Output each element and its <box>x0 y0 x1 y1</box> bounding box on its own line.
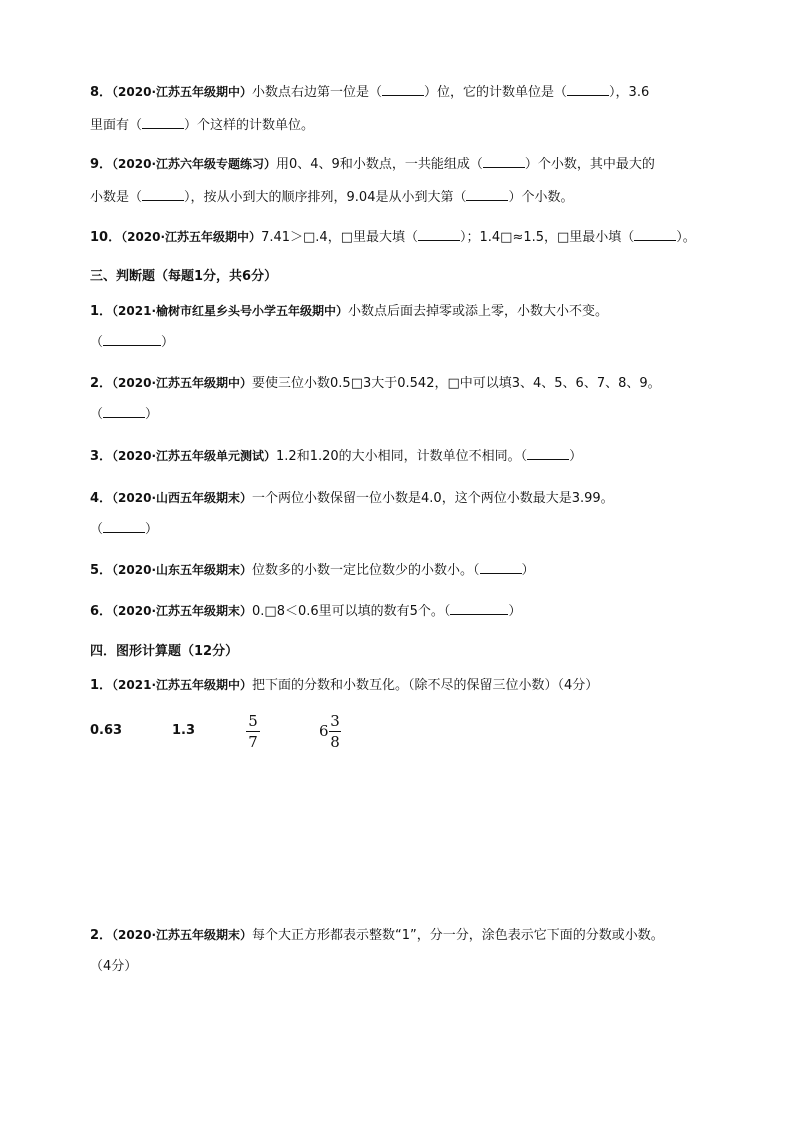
answer-blank[interactable] <box>142 116 184 129</box>
question-number: 1． <box>90 304 113 319</box>
question-text: 小数点后面去掉零或添上零，小数大小不变。 <box>348 304 609 319</box>
fraction-numerator: 3 <box>330 712 340 730</box>
question-number: 6． <box>90 604 113 619</box>
calc-question-2-score: （4分） <box>90 959 138 974</box>
judge-question-3: 3．（2020·江苏五年级单元测试）1.2和1.20的大小相同，计数单位不相同。（ ） <box>90 449 583 464</box>
section-3-heading: 三、判断题（每题1分，共6分） <box>90 269 278 284</box>
fraction-bar <box>246 731 260 732</box>
question-number: 3． <box>90 449 113 464</box>
question-source: （2020·江苏五年级期中） <box>112 85 253 99</box>
judge-answer-2: （ ） <box>90 407 159 422</box>
answer-blank[interactable] <box>466 188 508 201</box>
question-text: ），3.6 <box>609 85 650 100</box>
fraction-bar <box>329 731 341 732</box>
fraction-5-7 <box>246 712 260 751</box>
question-text: 1.2和1.20的大小相同，计数单位不相同。（ <box>276 449 528 464</box>
question-source: （2021·榆树市红星乡头号小学五年级期中） <box>112 304 349 318</box>
question-text: ）个小数。 <box>508 190 574 205</box>
fraction-3-8 <box>329 712 341 751</box>
question-9-line-1 <box>90 155 655 174</box>
question-text: 每个大正方形都表示整数“1”，分一分，涂色表示它下面的分数或小数。 <box>252 928 664 943</box>
judge-question-5: 5．（2020·山东五年级期末）位数多的小数一定比位数少的小数小。（ ） <box>90 563 535 578</box>
fraction-denominator: 7 <box>248 733 258 751</box>
fraction-denominator: 8 <box>330 733 340 751</box>
question-text: 一个两位小数保留一位小数是4.0，这个两位小数最大是3.99。 <box>252 491 614 506</box>
question-number: 2． <box>90 376 113 391</box>
question-number: 8． <box>90 85 113 100</box>
judge-answer-4: （ ） <box>90 522 159 537</box>
question-source: （2020·江苏五年级期中） <box>121 230 262 244</box>
question-text: 7.41＞□.4，□里最大填（ <box>261 230 418 245</box>
question-source: （2020·江苏五年级单元测试） <box>112 449 277 463</box>
answer-blank[interactable] <box>103 333 161 346</box>
answer-blank[interactable] <box>527 447 569 460</box>
mixed-number-whole: 6 <box>319 722 329 740</box>
question-source: （2020·江苏六年级专题练习） <box>112 157 277 171</box>
question-number: 2． <box>90 928 113 943</box>
answer-blank[interactable] <box>142 188 184 201</box>
question-10 <box>90 228 696 247</box>
section-4-heading: 四．图形计算题（12分） <box>90 644 239 659</box>
question-source: （2020·山西五年级期末） <box>112 491 253 505</box>
question-8-line-1 <box>90 83 649 102</box>
question-text: ）；1.4□≈1.5，□里最小填（ <box>459 230 635 245</box>
answer-blank[interactable] <box>567 83 609 96</box>
question-source: （2021·江苏五年级期中） <box>112 678 253 692</box>
question-number: 4． <box>90 491 113 506</box>
question-text: ）位，它的计数单位是（ <box>424 85 568 100</box>
question-8-line-2 <box>90 116 314 135</box>
question-number: 9． <box>90 157 113 172</box>
question-text: 0.□8＜0.6里可以填的数有5个。（ <box>252 604 451 619</box>
answer-blank[interactable] <box>634 228 676 241</box>
question-source: （2020·江苏五年级期中） <box>112 376 253 390</box>
answer-blank[interactable] <box>103 405 145 418</box>
question-text: ），按从小到大的顺序排列，9.04是从小到大第（ <box>184 190 467 205</box>
judge-answer-1: （ ） <box>90 335 175 350</box>
answer-blank[interactable] <box>483 155 525 168</box>
judge-question-1 <box>90 302 608 321</box>
question-text: 要使三位小数0.5□3大于0.542，□中可以填3、4、5、6、7、8、9。 <box>252 376 661 391</box>
question-text: 把下面的分数和小数互化。（除不尽的保留三位小数）（4分） <box>252 678 599 693</box>
question-text: 里面有（ <box>90 118 143 133</box>
question-source: （2020·江苏五年级期末） <box>112 604 253 618</box>
judge-question-4 <box>90 489 614 508</box>
answer-blank[interactable] <box>450 602 508 615</box>
question-text: 用0、4、9和小数点，一共能组成（ <box>276 157 483 172</box>
question-text: ）个这样的计数单位。 <box>184 118 315 133</box>
question-text: 小数是（ <box>90 190 143 205</box>
calc-question-2 <box>90 926 664 945</box>
question-9-line-2 <box>90 188 573 207</box>
fraction-numerator: 5 <box>248 712 258 730</box>
judge-question-2 <box>90 374 661 393</box>
question-source: （2020·江苏五年级期末） <box>112 928 253 942</box>
question-text: ）。 <box>676 230 696 245</box>
question-text: 小数点右边第一位是（ <box>252 85 383 100</box>
answer-blank[interactable] <box>480 561 522 574</box>
judge-question-6: 6．（2020·江苏五年级期末）0.□8＜0.6里可以填的数有5个。（ ） <box>90 604 522 619</box>
answer-blank[interactable] <box>382 83 424 96</box>
answer-blank[interactable] <box>418 228 460 241</box>
decimal-0.63: 0.63 <box>90 723 123 738</box>
question-number: 1． <box>90 678 113 693</box>
question-number: 10． <box>90 230 122 245</box>
question-number: 5． <box>90 563 113 578</box>
question-text: ）个小数，其中最大的 <box>524 157 655 172</box>
question-source: （2020·山东五年级期末） <box>112 563 253 577</box>
question-text: 位数多的小数一定比位数少的小数小。（ <box>252 563 480 578</box>
answer-blank[interactable] <box>103 520 145 533</box>
calc-question-1 <box>90 676 598 695</box>
decimal-1.3: 1.3 <box>172 723 196 738</box>
